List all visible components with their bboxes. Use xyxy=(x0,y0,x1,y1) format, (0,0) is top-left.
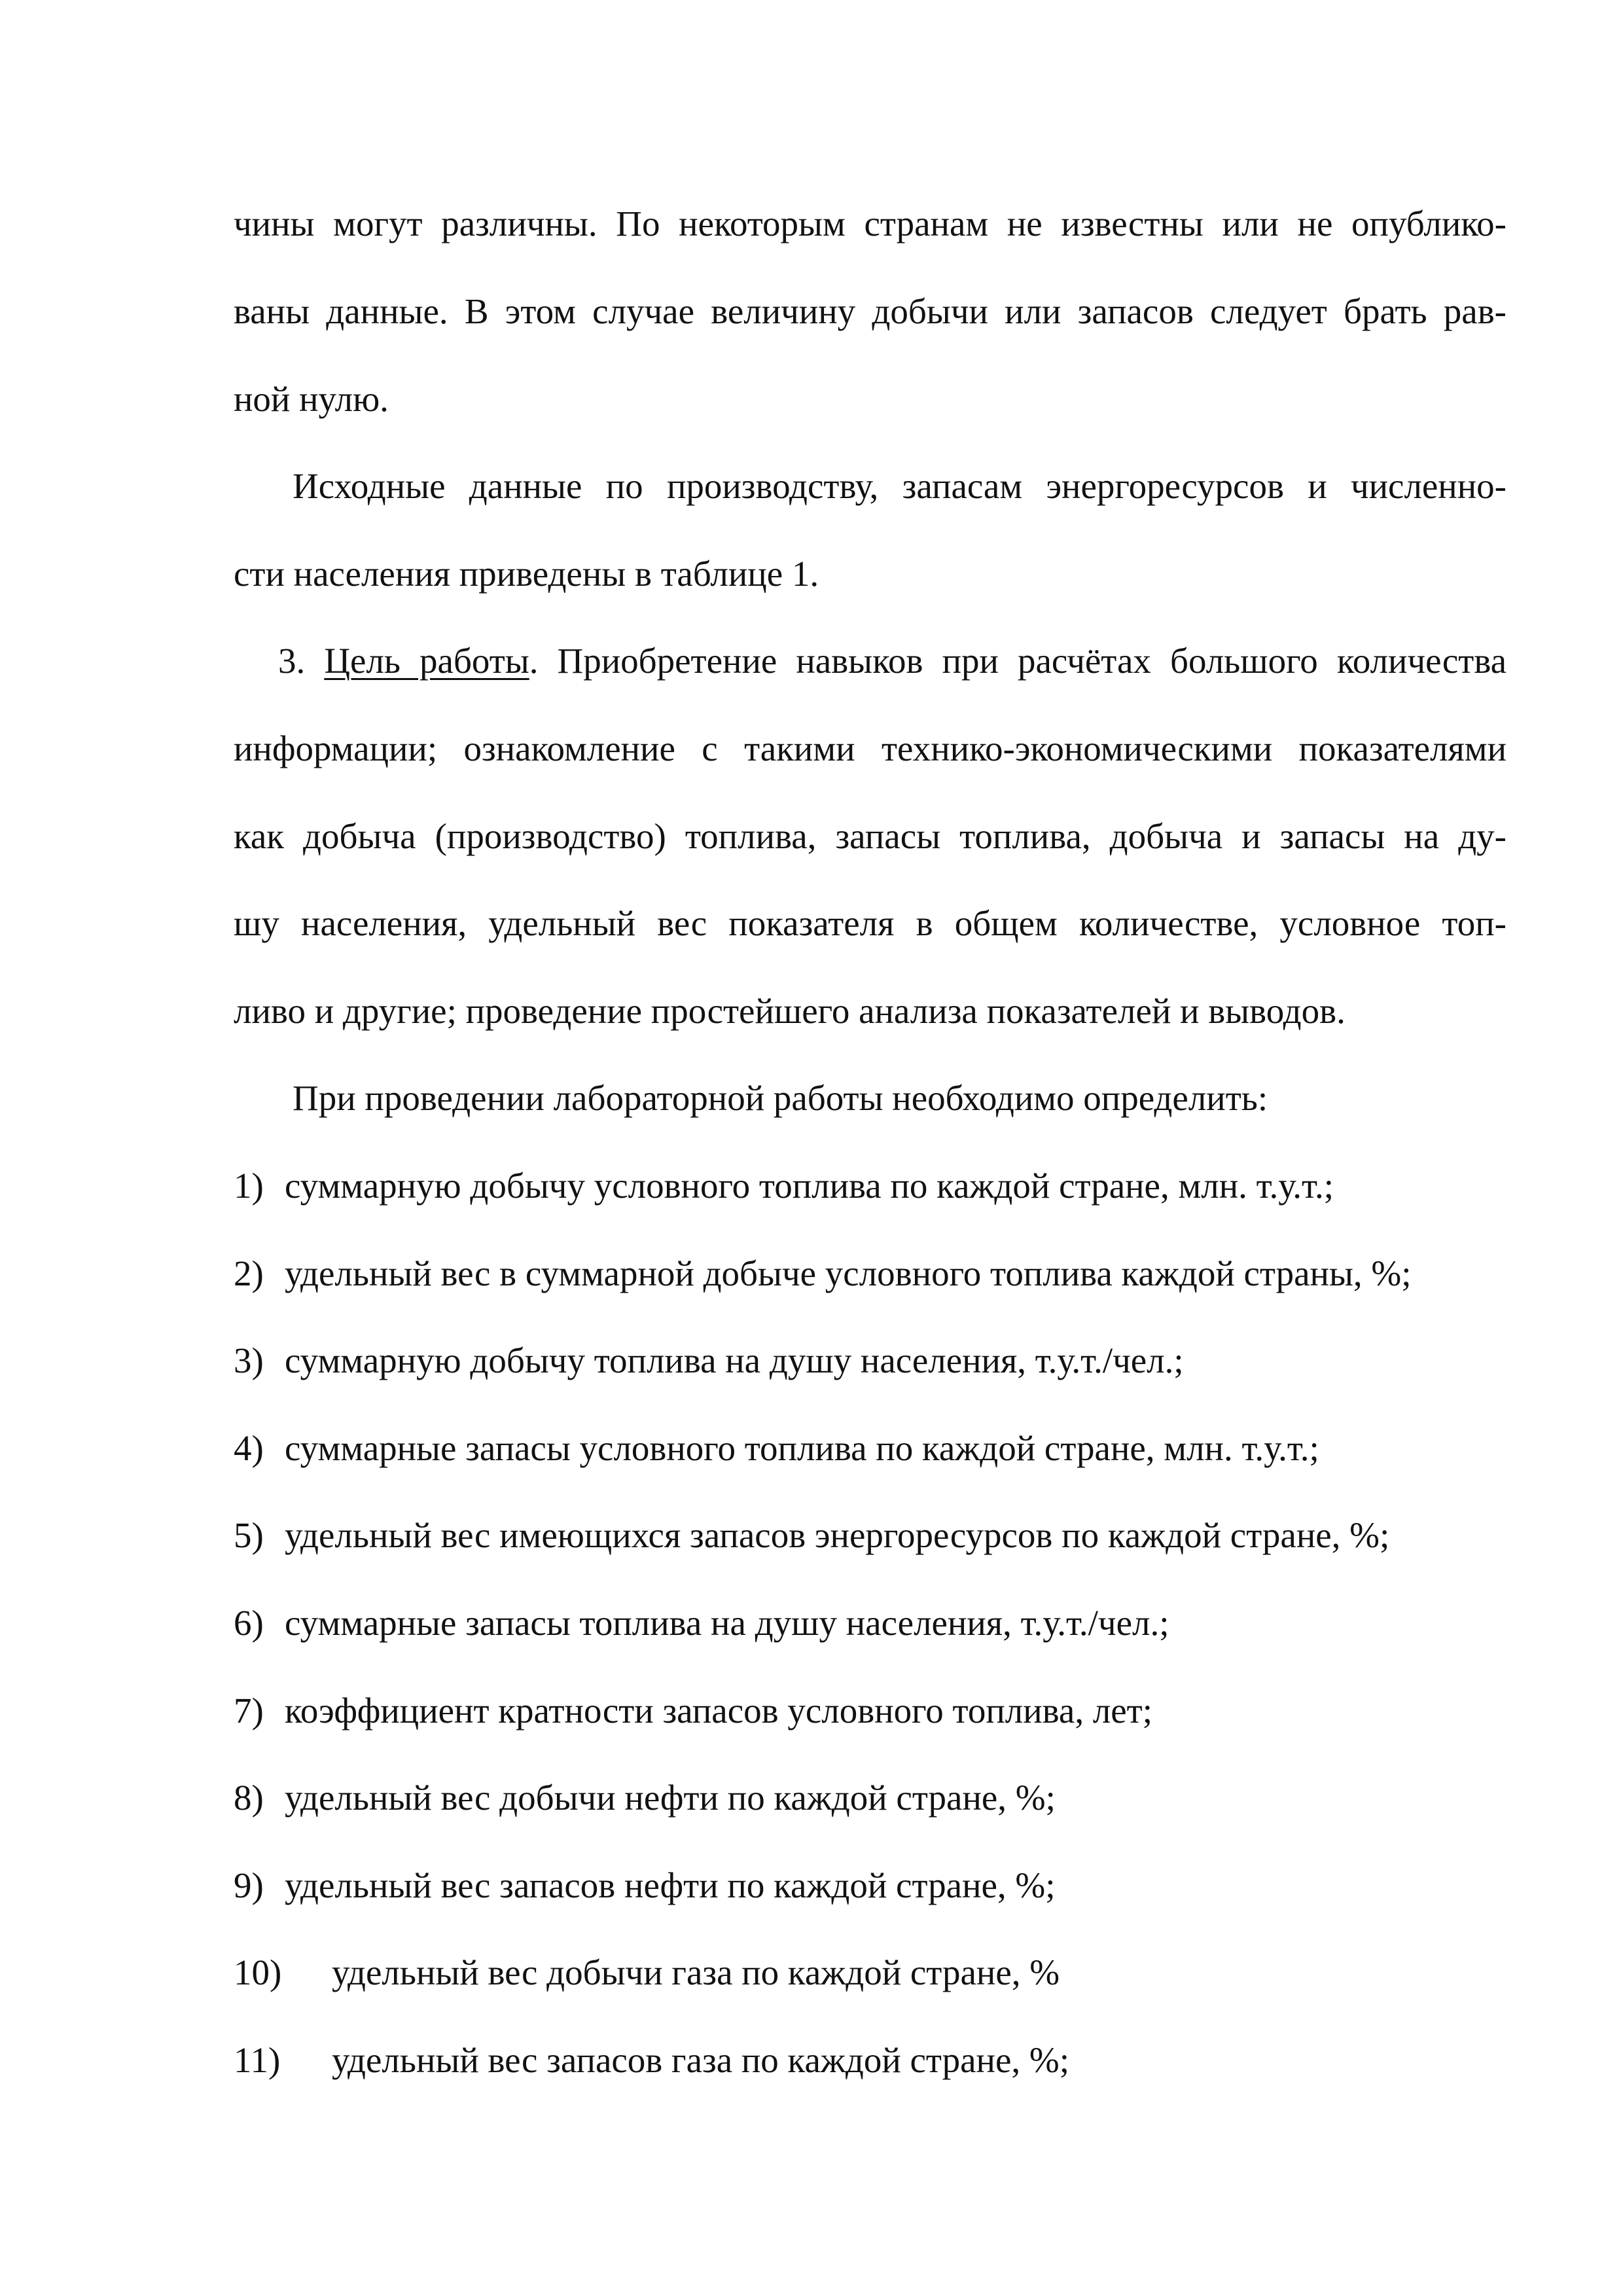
list-item xyxy=(234,2037,1507,2084)
list-item xyxy=(234,1425,1507,1472)
list-item-number: 8) xyxy=(234,1778,264,1818)
paragraph-line: сти населения приведены в таблице 1. xyxy=(234,554,819,594)
list-item-number: 11) xyxy=(234,2040,281,2080)
list-item-number: 2) xyxy=(234,1253,264,1293)
section-number: 3. xyxy=(278,641,306,681)
paragraph-line: шу населения, удельный вес показателя в общем количестве, условное топ- xyxy=(234,903,1507,943)
section-line-rest: . Приобретение навыков при расчётах большого количества xyxy=(529,641,1507,681)
list-item-text: удельный вес добычи газа по каждой стране, % xyxy=(332,1952,1060,1992)
list-item xyxy=(234,1512,1507,1559)
list-item-number: 9) xyxy=(234,1865,264,1905)
paragraph-line: ливо и другие; проведение простейшего анализа показателей и выводов. xyxy=(234,991,1346,1031)
list-item xyxy=(234,1862,1507,1909)
paragraph-line: ваны данные. В этом случае величину добычи или запасов следует брать рав- xyxy=(234,291,1507,331)
list-item-text: суммарные запасы условного топлива по каждой стране, млн. т.у.т.; xyxy=(285,1428,1319,1468)
list-item-text: суммарную добычу условного топлива по каждой стране, млн. т.у.т.; xyxy=(285,1166,1334,1206)
list-item xyxy=(234,1687,1507,1734)
list-item-number: 5) xyxy=(234,1515,264,1555)
list-item xyxy=(234,1600,1507,1647)
list-item-text: удельный вес запасов нефти по каждой стране, %; xyxy=(285,1865,1056,1905)
list-item xyxy=(234,1162,1507,1210)
list-item-text: коэффициент кратности запасов условного топлива, лет; xyxy=(285,1691,1152,1731)
list-item-number: 6) xyxy=(234,1603,264,1643)
list-item xyxy=(234,1774,1507,1821)
section-heading: Цель работы xyxy=(324,641,529,681)
list-item-number: 1) xyxy=(234,1166,264,1206)
paragraph-line: чины могут различны. По некоторым странам не известны или не опублико- xyxy=(234,204,1507,243)
list-item-text: суммарные запасы топлива на душу населения, т.у.т./чел.; xyxy=(285,1603,1169,1643)
task-intro: При проведении лабораторной работы необходимо определить: xyxy=(293,1078,1268,1118)
list-item-number: 7) xyxy=(234,1691,264,1731)
paragraph-line: ной нулю. xyxy=(234,379,389,419)
list-item-text: суммарную добычу топлива на душу населения, т.у.т./чел.; xyxy=(285,1340,1184,1380)
list-item-text: удельный вес добычи нефти по каждой стране, %; xyxy=(285,1778,1056,1818)
list-item-text: удельный вес запасов газа по каждой стране, %; xyxy=(332,2040,1069,2080)
list-item-text: удельный вес имеющихся запасов энергоресурсов по каждой стране, %; xyxy=(285,1515,1390,1555)
list-item xyxy=(234,1337,1507,1384)
paragraph-line: информации; ознакомление с такими технико-экономическими показателями xyxy=(234,728,1507,768)
list-item-number: 10) xyxy=(234,1952,282,1992)
paragraph-line: Исходные данные по производству, запасам энергоресурсов и численно- xyxy=(293,466,1507,506)
list-item xyxy=(234,1949,1507,1996)
section-3-first-line xyxy=(278,637,1507,685)
list-item xyxy=(234,1250,1507,1297)
list-item-number: 3) xyxy=(234,1340,264,1380)
list-item-text: удельный вес в суммарной добыче условного топлива каждой страны, %; xyxy=(285,1253,1412,1293)
paragraph-line: как добыча (производство) топлива, запасы топлива, добыча и запасы на ду- xyxy=(234,816,1507,856)
list-item-number: 4) xyxy=(234,1428,264,1468)
